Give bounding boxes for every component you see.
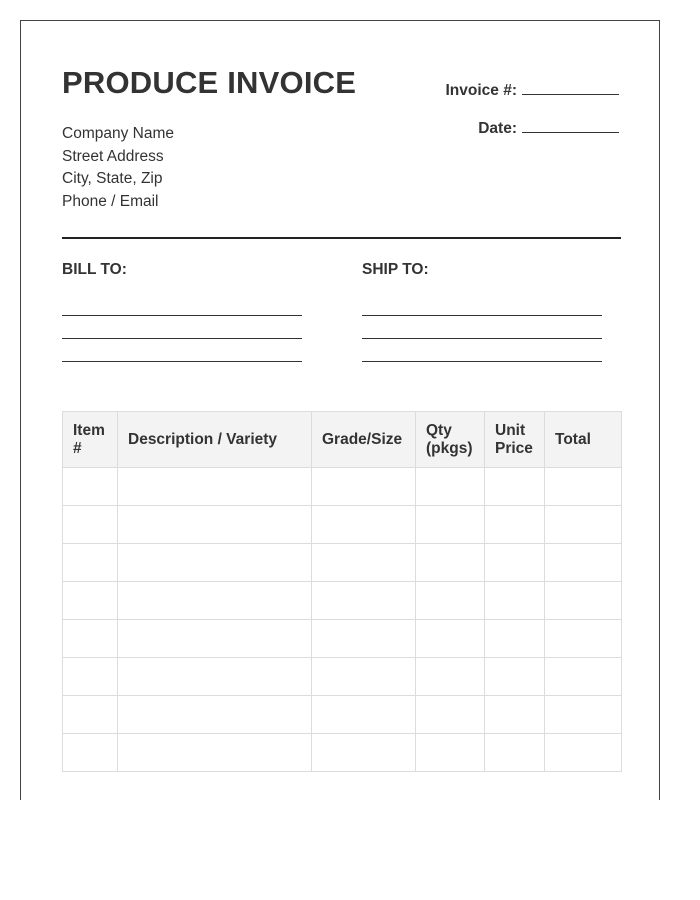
table-header-row: [63, 412, 622, 468]
cell-grade-size[interactable]: [312, 582, 416, 620]
bill-to-line[interactable]: [62, 361, 302, 362]
cell-qty[interactable]: [416, 734, 485, 772]
bill-to-line[interactable]: [62, 338, 302, 339]
cell-grade-size[interactable]: [312, 658, 416, 696]
invoice-title: PRODUCE INVOICE: [62, 65, 357, 100]
cell-total[interactable]: [545, 734, 622, 772]
cell-unit-price[interactable]: [485, 734, 545, 772]
cell-description[interactable]: [118, 582, 312, 620]
cell-item[interactable]: [63, 506, 118, 544]
cell-item[interactable]: [63, 544, 118, 582]
cell-grade-size[interactable]: [312, 506, 416, 544]
cell-item[interactable]: [63, 468, 118, 506]
cell-qty[interactable]: [416, 468, 485, 506]
invoice-number-row: [446, 79, 620, 100]
table-row: [63, 696, 622, 734]
cell-unit-price[interactable]: [485, 506, 545, 544]
cell-qty[interactable]: [416, 620, 485, 658]
cell-description[interactable]: [118, 696, 312, 734]
cell-grade-size[interactable]: [312, 696, 416, 734]
header-divider: [62, 237, 621, 239]
column-header-item: Item #: [63, 412, 118, 468]
cell-description[interactable]: [118, 468, 312, 506]
column-header-grade-size: Grade/Size: [312, 412, 416, 468]
table-row: [63, 658, 622, 696]
cell-qty[interactable]: [416, 696, 485, 734]
cell-grade-size[interactable]: [312, 468, 416, 506]
cell-description[interactable]: [118, 658, 312, 696]
company-city: City, State, Zip: [62, 170, 163, 187]
cell-qty[interactable]: [416, 506, 485, 544]
cell-description[interactable]: [118, 620, 312, 658]
table-row: [63, 468, 622, 506]
column-header-unit-price: Unit Price: [485, 412, 545, 468]
cell-total[interactable]: [545, 468, 622, 506]
cell-description[interactable]: [118, 506, 312, 544]
ship-to-line[interactable]: [362, 315, 602, 316]
invoice-sheet: [20, 20, 660, 800]
cell-item[interactable]: [63, 696, 118, 734]
company-name: Company Name: [62, 125, 174, 142]
cell-grade-size[interactable]: [312, 544, 416, 582]
date-row: [478, 117, 619, 138]
cell-description[interactable]: [118, 544, 312, 582]
ship-to-label: SHIP TO:: [362, 261, 429, 278]
table-body: [63, 468, 622, 772]
cell-total[interactable]: [545, 544, 622, 582]
ship-to-line[interactable]: [362, 361, 602, 362]
cell-item[interactable]: [63, 658, 118, 696]
cell-qty[interactable]: [416, 582, 485, 620]
cell-unit-price[interactable]: [485, 544, 545, 582]
cell-description[interactable]: [118, 734, 312, 772]
cell-item[interactable]: [63, 620, 118, 658]
cell-item[interactable]: [63, 582, 118, 620]
invoice-number-field[interactable]: [522, 79, 619, 95]
table-row: [63, 620, 622, 658]
bill-to-line[interactable]: [62, 315, 302, 316]
column-header-qty: Qty (pkgs): [416, 412, 485, 468]
ship-to-line[interactable]: [362, 338, 602, 339]
cell-item[interactable]: [63, 734, 118, 772]
cell-grade-size[interactable]: [312, 734, 416, 772]
table-row: [63, 506, 622, 544]
bill-to-label: BILL TO:: [62, 261, 127, 278]
cell-qty[interactable]: [416, 544, 485, 582]
date-label: Date:: [478, 120, 517, 137]
company-info: [62, 123, 174, 213]
cell-unit-price[interactable]: [485, 468, 545, 506]
cell-grade-size[interactable]: [312, 620, 416, 658]
cell-unit-price[interactable]: [485, 696, 545, 734]
company-street: Street Address: [62, 147, 164, 165]
cell-unit-price[interactable]: [485, 582, 545, 620]
column-header-description: Description / Variety: [118, 412, 312, 468]
cell-total[interactable]: [545, 582, 622, 620]
cell-total[interactable]: [545, 620, 622, 658]
date-field[interactable]: [522, 117, 619, 133]
cell-unit-price[interactable]: [485, 658, 545, 696]
cell-total[interactable]: [545, 506, 622, 544]
cell-qty[interactable]: [416, 658, 485, 696]
line-items-table: [62, 411, 622, 772]
invoice-number-label: Invoice #:: [445, 82, 517, 99]
column-header-total: Total: [545, 412, 622, 468]
cell-unit-price[interactable]: [485, 620, 545, 658]
table-row: [63, 582, 622, 620]
cell-total[interactable]: [545, 658, 622, 696]
cell-total[interactable]: [545, 696, 622, 734]
company-contact: Phone / Email: [62, 192, 159, 210]
table-row: [63, 734, 622, 772]
table-row: [63, 544, 622, 582]
